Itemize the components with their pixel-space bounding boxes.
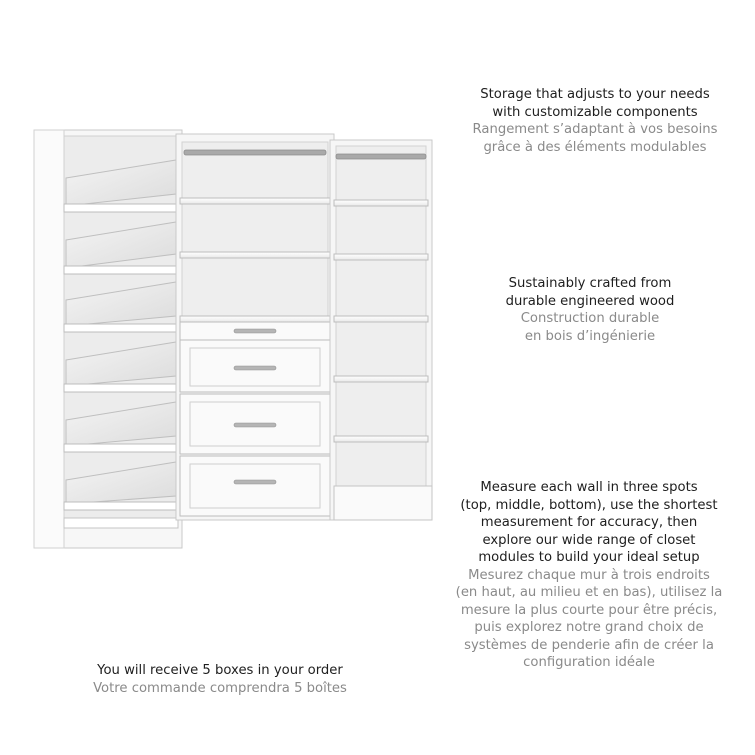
feature-3-en-line-5: modules to build your ideal setup — [478, 550, 700, 565]
feature-4-fr-line-1: Votre commande comprendra 5 boîtes — [93, 680, 347, 696]
feature-1-fr-line-1: Rangement s’adaptant à vos besoins — [472, 122, 718, 137]
feature-3-fr-line-3: mesure la plus courte pour être précis, — [460, 602, 718, 618]
feature-3-fr-line-2: (en haut, au milieu et en bas), utilisez la — [455, 585, 723, 600]
feature-measuring-instructions — [448, 479, 730, 672]
feature-box-count — [60, 662, 380, 697]
feature-1-en-line-2: with customizable components — [492, 104, 698, 120]
feature-3-fr-line-5: systèmes de penderie afin de créer la — [464, 637, 714, 653]
feature-1-en-line-1: Storage that adjusts to your needs — [480, 87, 710, 102]
right-shelf-tower — [330, 140, 432, 520]
feature-2-en-line-2: durable engineered wood — [505, 293, 675, 309]
closet-storage-illustration — [28, 120, 438, 560]
feature-3-en-line-1: Measure each wall in three spots — [480, 480, 698, 495]
feature-1-fr-line-2: grâce à des éléments modulables — [483, 139, 707, 155]
feature-2-en-line-1: Sustainably crafted from — [508, 276, 672, 291]
feature-2-fr-line-1: Construction durable — [520, 311, 660, 326]
feature-3-en-line-2: (top, middle, bottom), use the shortest — [460, 497, 718, 513]
feature-3-en-line-3: measurement for accuracy, then — [480, 515, 698, 530]
left-shoe-tower — [34, 130, 182, 548]
feature-4-en-line-1: You will receive 5 boxes in your order — [97, 663, 343, 678]
feature-3-fr-line-4: puis explorez notre grand choix de — [474, 620, 704, 635]
feature-2-fr-line-2: en bois d’ingénierie — [524, 328, 656, 344]
feature-engineered-wood — [460, 275, 720, 345]
middle-drawer-tower — [176, 134, 334, 520]
feature-3-fr-line-6: configuration idéale — [523, 655, 655, 670]
feature-3-en-line-4: explore our wide range of closet — [482, 532, 696, 548]
feature-customizable-storage — [455, 86, 735, 156]
feature-3-fr-line-1: Mesurez chaque mur à trois endroits — [468, 567, 710, 583]
